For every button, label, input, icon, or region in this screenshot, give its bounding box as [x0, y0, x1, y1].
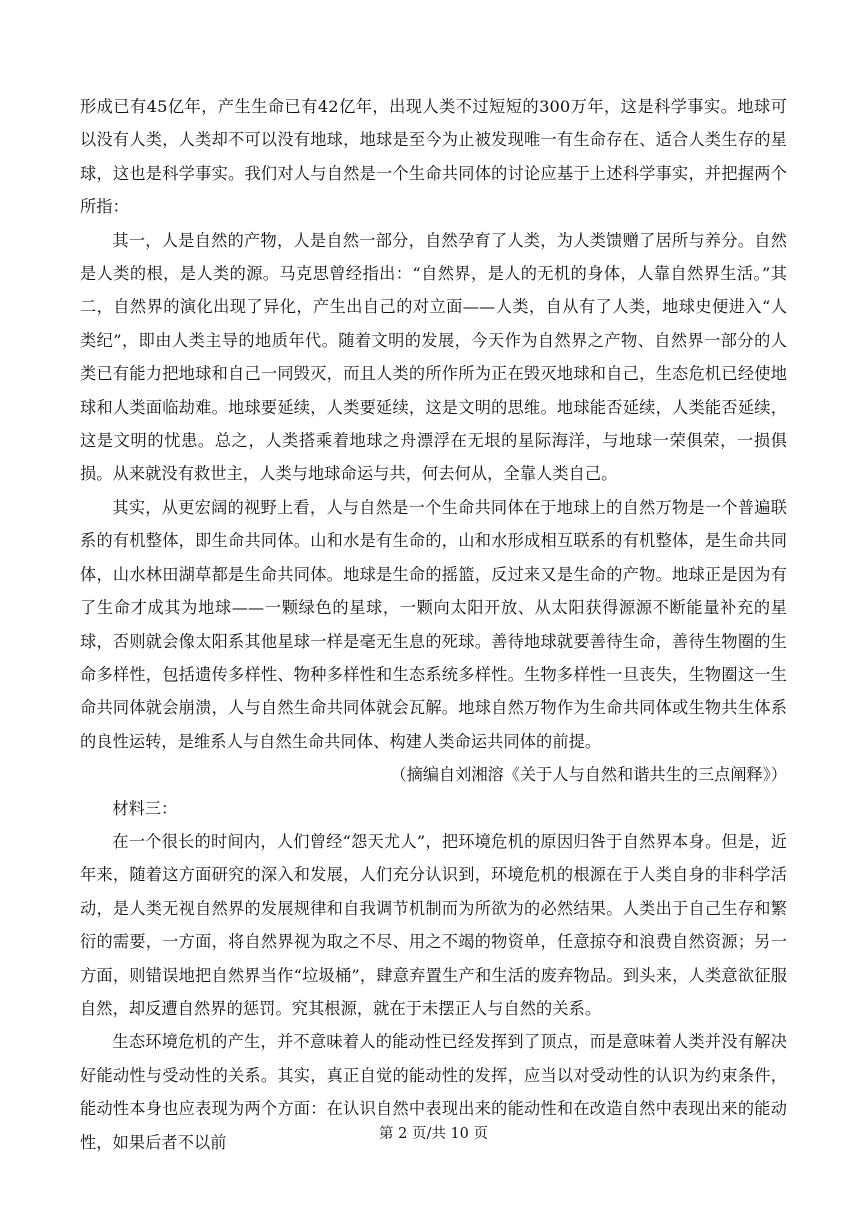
document-body	[80, 90, 787, 1159]
paragraph-first-point: 其一，人是自然的产物，人是自然一部分，自然孕育了人类，为人类馈赠了居所与养分。自然是人类的根，是人类的源。马克思曾经指出：“自然界，是人的无机的身体，人靠自然界生活。”其二，自然界的演化出现了异化，产生出自己的对立面——人类，自从有了人类，地球史便进入“人类纪”，即由人类主导的地质年代。随着文明的发展，今天作为自然界之产物、自然界一部分的人类已有能力把地球和自己一同毁灭，而且人类的所作所为正在毁灭地球和自己，生态危机已经使地球和人类面临劫难。地球要延续，人类要延续，这是文明的思维。地球能否延续，人类能否延续，这是文明的忧患。总之，人类搭乘着地球之舟漂浮在无垠的星际海洋，与地球一荣俱荣，一损俱损。从来就没有救世主，人类与地球命运与共，何去何从，全靠人类自己。	[80, 230, 787, 484]
material-three-label: 材料三：	[112, 798, 178, 818]
paragraph-material-three-2: 生态环境危机的产生，并不意味着人的能动性已经发挥到了顶点，而是意味着人类并没有解决好能动性与受动性的关系。其实，真正自觉的能动性的发挥，应当以对受动性的认识为约束条件，能动性本身也应表现为两个方面：在认识自然中表现出来的能动性和在改造自然中表现出来的能动性，如果后者不以前	[80, 1032, 787, 1152]
source-citation: （摘编自刘湘溶《关于人与自然和谐共生的三点阐释》）	[390, 765, 787, 785]
page-number-footer: 第 2 页/共 10 页	[379, 1126, 488, 1142]
paragraph-continuation: 形成已有45亿年，产生生命已有42亿年，出现人类不过短短的300万年，这是科学事实。地球可以没有人类，人类却不可以没有地球，地球是至今为止被发现唯一有生命存在、适合人类生存的星球，这也是科学事实。我们对人与自然是一个生命共同体的讨论应基于上述科学事实，并把握两个所指：	[80, 97, 787, 217]
paragraph-broader-view: 其实，从更宏阔的视野上看，人与自然是一个生命共同体在于地球上的自然万物是一个普遍联系的有机整体，即生命共同体。山和水是有生命的，山和水形成相互联系的有机整体，是生命共同体，山水林田湖草都是生命共同体。地球是生命的摇篮，反过来又是生命的产物。地球正是因为有了生命才成其为地球——一颗绿色的星球，一颗向太阳开放、从太阳获得源源不断能量补充的星球，否则就会像太阳系其他星球一样是毫无生息的死球。善待地球就要善待生命，善待生物圈的生命多样性，包括遗传多样性、物种多样性和生态系统多样性。生物多样性一旦丧失，生物圈这一生命共同体就会崩溃，人与自然生命共同体就会瓦解。地球自然万物作为生命共同体或生物共生体系的良性运转，是维系人与自然生命共同体、构建人类命运共同体的前提。	[80, 497, 787, 751]
paragraph-material-three-1: 在一个很长的时间内，人们曾经“怨天尤人”，把环境危机的原因归咎于自然界本身。但是，近年来，随着这方面研究的深入和发展，人们充分认识到，环境危机的根源在于人类自身的非科学活动，是人类无视自然界的发展规律和自我调节机制而为所欲为的必然结果。人类出于自己生存和繁衍的需要，一方面，将自然界视为取之不尽、用之不竭的物资单，任意掠夺和浪费自然资源；另一方面，则错误地把自然界当作“垃圾桶”，肆意弃置生产和生活的废弃物品。到头来，人类意欲征服自然，却反遭自然界的惩罚。究其根源，就在于未摆正人与自然的关系。	[80, 831, 787, 1018]
